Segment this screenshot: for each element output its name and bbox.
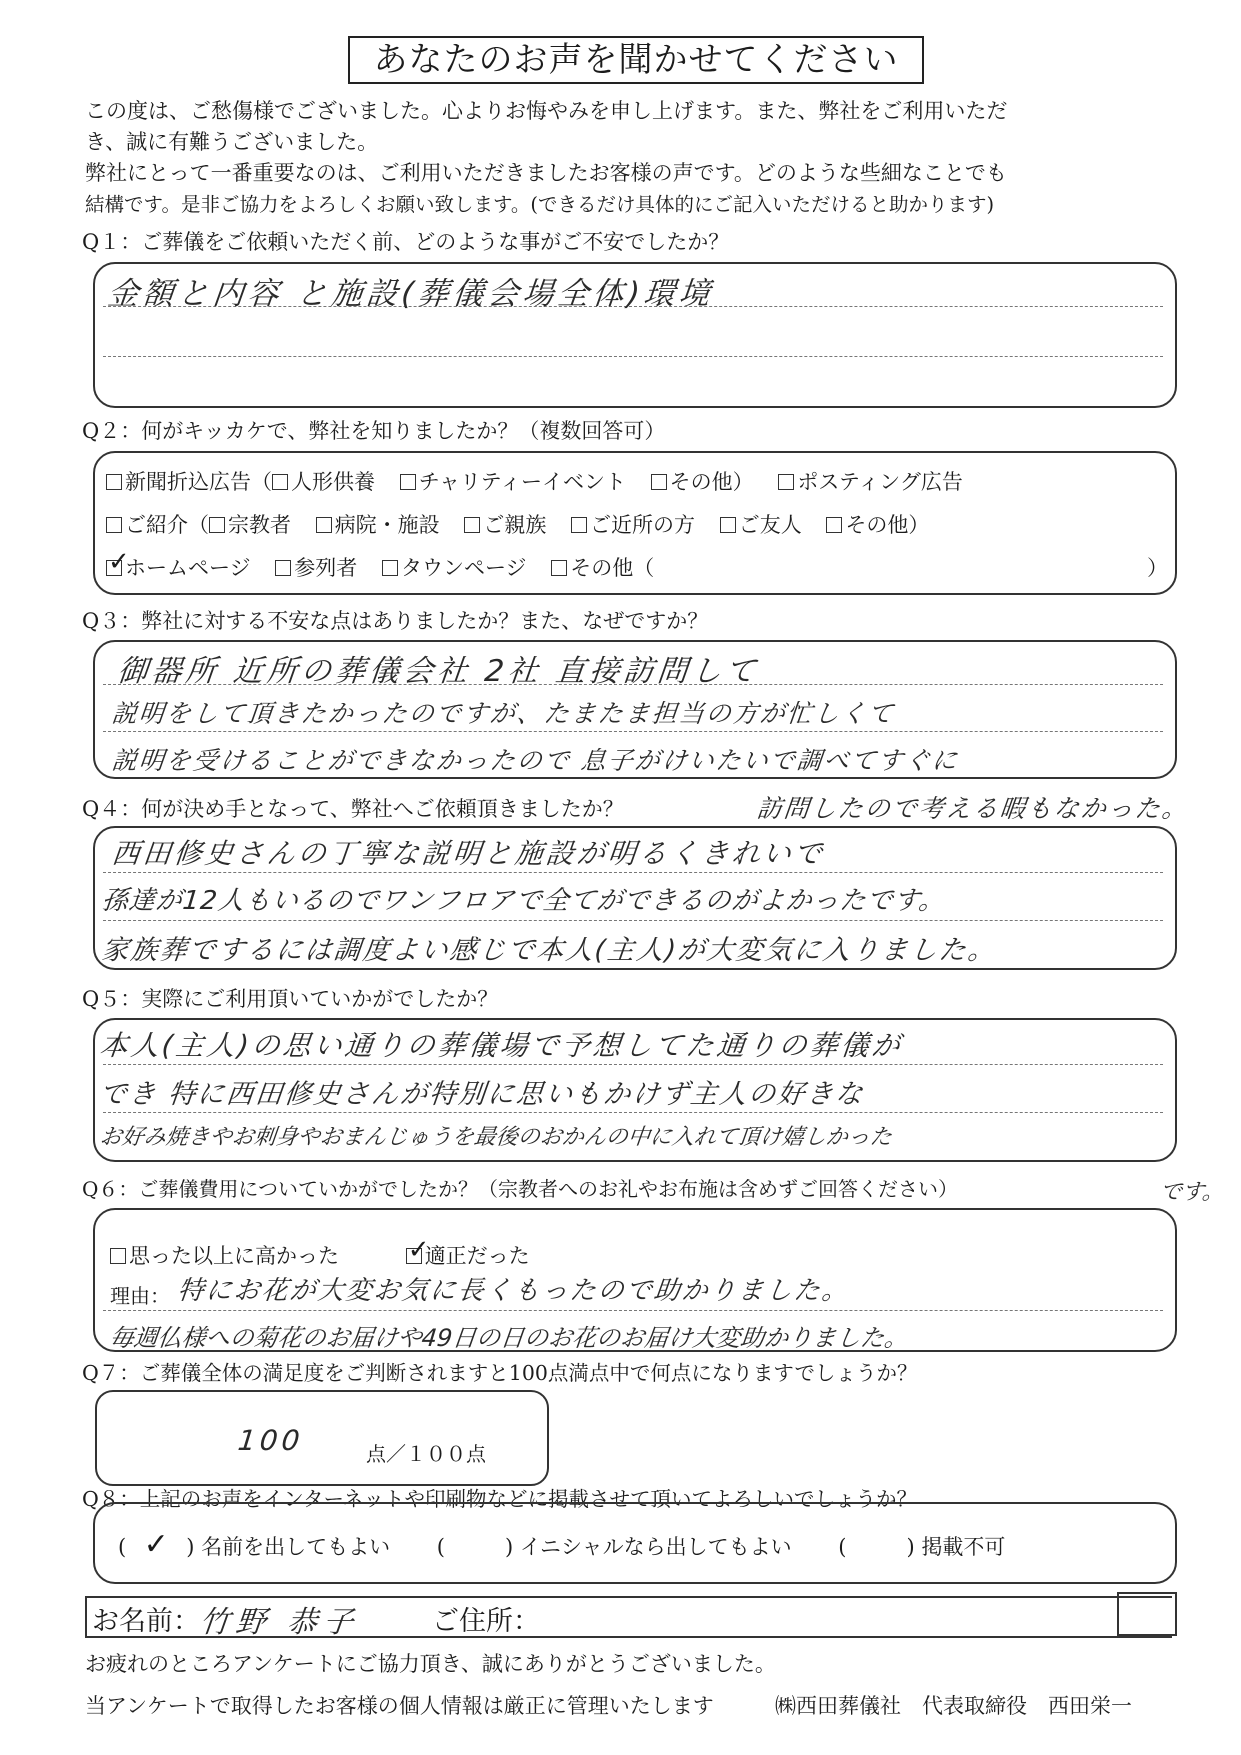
answer-line <box>103 920 1163 921</box>
q3-question: Q３：弊社に対する不安な点はありましたか？また、なぜですか？ <box>82 609 709 633</box>
answer-line <box>103 356 1163 357</box>
checkbox-checked[interactable] <box>106 547 130 577</box>
q3-answer-line: 説明をして頂きたかったのですが、たまたま担当の方が忙しくて <box>110 699 897 728</box>
q6-options-row <box>110 1235 548 1270</box>
q6-option-expensive[interactable]: 思った以上に高かった <box>110 1244 339 1268</box>
checkbox[interactable] <box>571 517 587 533</box>
q2-option[interactable]: その他） <box>651 470 754 494</box>
intro-line: き、誠に有難うございました。 <box>85 130 379 154</box>
q4-answer-line: 家族葬でするには調度よい感じで本人(主人)が大変気に入りました。 <box>100 935 999 966</box>
q2-option[interactable]: ご紹介（ 宗教者 <box>106 513 291 537</box>
q4-answer-line: 孫達が12人もいるのでワンフロアで全てができるのがよかったです。 <box>100 886 948 916</box>
checkbox[interactable] <box>400 474 416 490</box>
q4-answer-line: 西田修史さんの丁寧な説明と施設が明るくきれいで <box>110 837 827 870</box>
intro-text <box>85 96 1195 220</box>
q6-question: Q６：ご葬儀費用についていかがでしたか？（宗教者へのお礼やお布施は含めずご回答ください） <box>82 1177 958 1201</box>
q2-option[interactable]: その他（ <box>551 556 654 580</box>
q4-overflow-note: 訪問したので考える暇もなかった。 <box>755 794 1191 823</box>
answer-line <box>103 872 1163 873</box>
q2-option[interactable]: 新聞折込広告（ 人形供養 <box>106 470 375 494</box>
q2-option[interactable]: その他） <box>826 513 929 537</box>
q7-question: Q７：ご葬儀全体の満足度をご判断されますと100点満点中で何点になりますでしょうか？ <box>82 1361 918 1385</box>
q6-option-appropriate[interactable]: ✓ 適正だった <box>407 1235 530 1268</box>
q8-option-no-publish[interactable]: ( ) 掲載不可 <box>838 1535 1006 1559</box>
q7-score[interactable]: 100 <box>236 1424 306 1457</box>
name-label: お名前： <box>92 1606 200 1637</box>
q1-question: Q１：ご葬儀をご依頼いただく前、どのような事がご不安でしたか？ <box>82 230 730 254</box>
q2-question: Q２：何がキッカケで、弊社を知りましたか？（複数回答可） <box>82 419 666 443</box>
q6-reason-line: 毎週仏様への菊花のお届けや49日の日のお花のお届け大変助かりました。 <box>108 1324 910 1352</box>
checkbox[interactable] <box>778 474 794 490</box>
checkbox[interactable] <box>464 517 480 533</box>
q5-question: Q５：実際にご利用頂いていかがでしたか？ <box>82 987 499 1011</box>
answer-line <box>103 1112 1163 1113</box>
checkbox[interactable] <box>110 1248 126 1264</box>
intro-line: 結構です。是非ご協力をよろしくお願い致します。(できるだけ具体的にご記入いただけると助かります) <box>85 193 995 216</box>
q5-answer-line: でき 特に西田修史さんが特別に思いもかけず主人の好きな <box>98 1079 866 1110</box>
checkbox[interactable] <box>316 517 332 533</box>
q5-answer-line: 本人(主人)の思い通りの葬儀場で予想してた通りの葬儀が <box>98 1029 905 1062</box>
checkbox[interactable] <box>651 474 667 490</box>
footer-thanks: お疲れのところアンケートにご協力頂き、誠にありがとうございました。 <box>85 1652 776 1676</box>
q2-options-row <box>106 547 672 582</box>
checkbox[interactable] <box>209 517 225 533</box>
footer-company: ㈱西田葬儀社 代表取締役 西田栄一 <box>775 1694 1132 1718</box>
q2-option[interactable]: 病院・施設 <box>316 513 440 537</box>
q6-reason-label: 理由： <box>110 1284 170 1308</box>
address-box <box>1117 1592 1177 1636</box>
checkbox-checked[interactable] <box>406 1235 430 1265</box>
q2-options-row <box>106 466 981 496</box>
checkbox[interactable] <box>275 560 291 576</box>
q6-reason-line: 特にお花が大変お気に長くもったので助かりました。 <box>176 1276 852 1306</box>
q2-option[interactable]: ポスティング広告 <box>778 470 962 494</box>
check-mark-icon: ✓ <box>407 1235 430 1265</box>
answer-line <box>103 731 1163 732</box>
q1-answer: 金額と内容 と施設(葬儀会場全体)環境 <box>105 276 716 312</box>
q8-option-initials-ok[interactable]: ( ) イニシャルなら出してもよい <box>436 1535 792 1559</box>
q2-option[interactable]: ご親族 <box>464 513 546 537</box>
name-value[interactable]: 竹野 恭子 <box>197 1605 362 1640</box>
q7-score-unit: 点／１００点 <box>366 1442 486 1466</box>
q3-answer-line: 説明を受けることができなかったので 息子がけいたいで調べてすぐに <box>110 746 961 775</box>
checkbox[interactable] <box>826 517 842 533</box>
close-paren: ） <box>1147 556 1168 580</box>
checkbox[interactable] <box>382 560 398 576</box>
intro-line: この度は、ご愁傷様でございました。心よりお悔やみを申し上げます。また、弊社をご利用いただ <box>85 99 1008 123</box>
q8-option-name-ok[interactable]: ( ✓ ) 名前を出してもよい <box>118 1527 391 1562</box>
q3-answer-line: 御器所 近所の葬儀会社 2社 直接訪問して <box>115 654 762 689</box>
q2-option[interactable]: ご友人 <box>720 513 802 537</box>
check-mark-icon: ✓ <box>108 547 130 577</box>
q2-option-homepage[interactable]: ✓ ホームページ <box>108 547 251 580</box>
check-mark-icon: ✓ <box>143 1527 169 1562</box>
survey-title: あなたのお声を聞かせてください <box>348 36 924 84</box>
checkbox[interactable] <box>106 474 122 490</box>
address-label: ご住所： <box>432 1606 540 1637</box>
q2-option[interactable]: チャリティーイベント <box>400 470 626 494</box>
checkbox[interactable] <box>106 517 122 533</box>
answer-line <box>103 1064 1163 1065</box>
q2-option[interactable]: タウンページ <box>382 556 527 580</box>
q2-options-row <box>106 509 947 539</box>
intro-line: 弊社にとって一番重要なのは、ご利用いただきましたお客様の声です。どのような些細なことでも <box>85 161 1007 185</box>
checkbox[interactable] <box>720 517 736 533</box>
checkbox[interactable] <box>272 474 288 490</box>
q6-overflow-note: です。 <box>1158 1180 1226 1205</box>
answer-line <box>103 1310 1163 1311</box>
q8-options-row <box>118 1527 1023 1562</box>
q2-option[interactable]: ご近所の方 <box>571 513 695 537</box>
q4-question: Q４：何が決め手となって、弊社へご依頼頂きましたか？ <box>82 797 624 821</box>
q5-answer-line: お好み焼きやお刺身やおまんじゅうを最後のおかんの中に入れて頂け嬉しかった <box>98 1125 894 1150</box>
q2-option[interactable]: 参列者 <box>275 556 357 580</box>
checkbox[interactable] <box>551 560 567 576</box>
footer-privacy: 当アンケートで取得したお客様の個人情報は厳正に管理いたします <box>85 1694 714 1718</box>
q8-question: Q８：上記のお声をインターネットや印刷物などに掲載させて頂いてよろしいでしょうか？ <box>82 1487 917 1511</box>
